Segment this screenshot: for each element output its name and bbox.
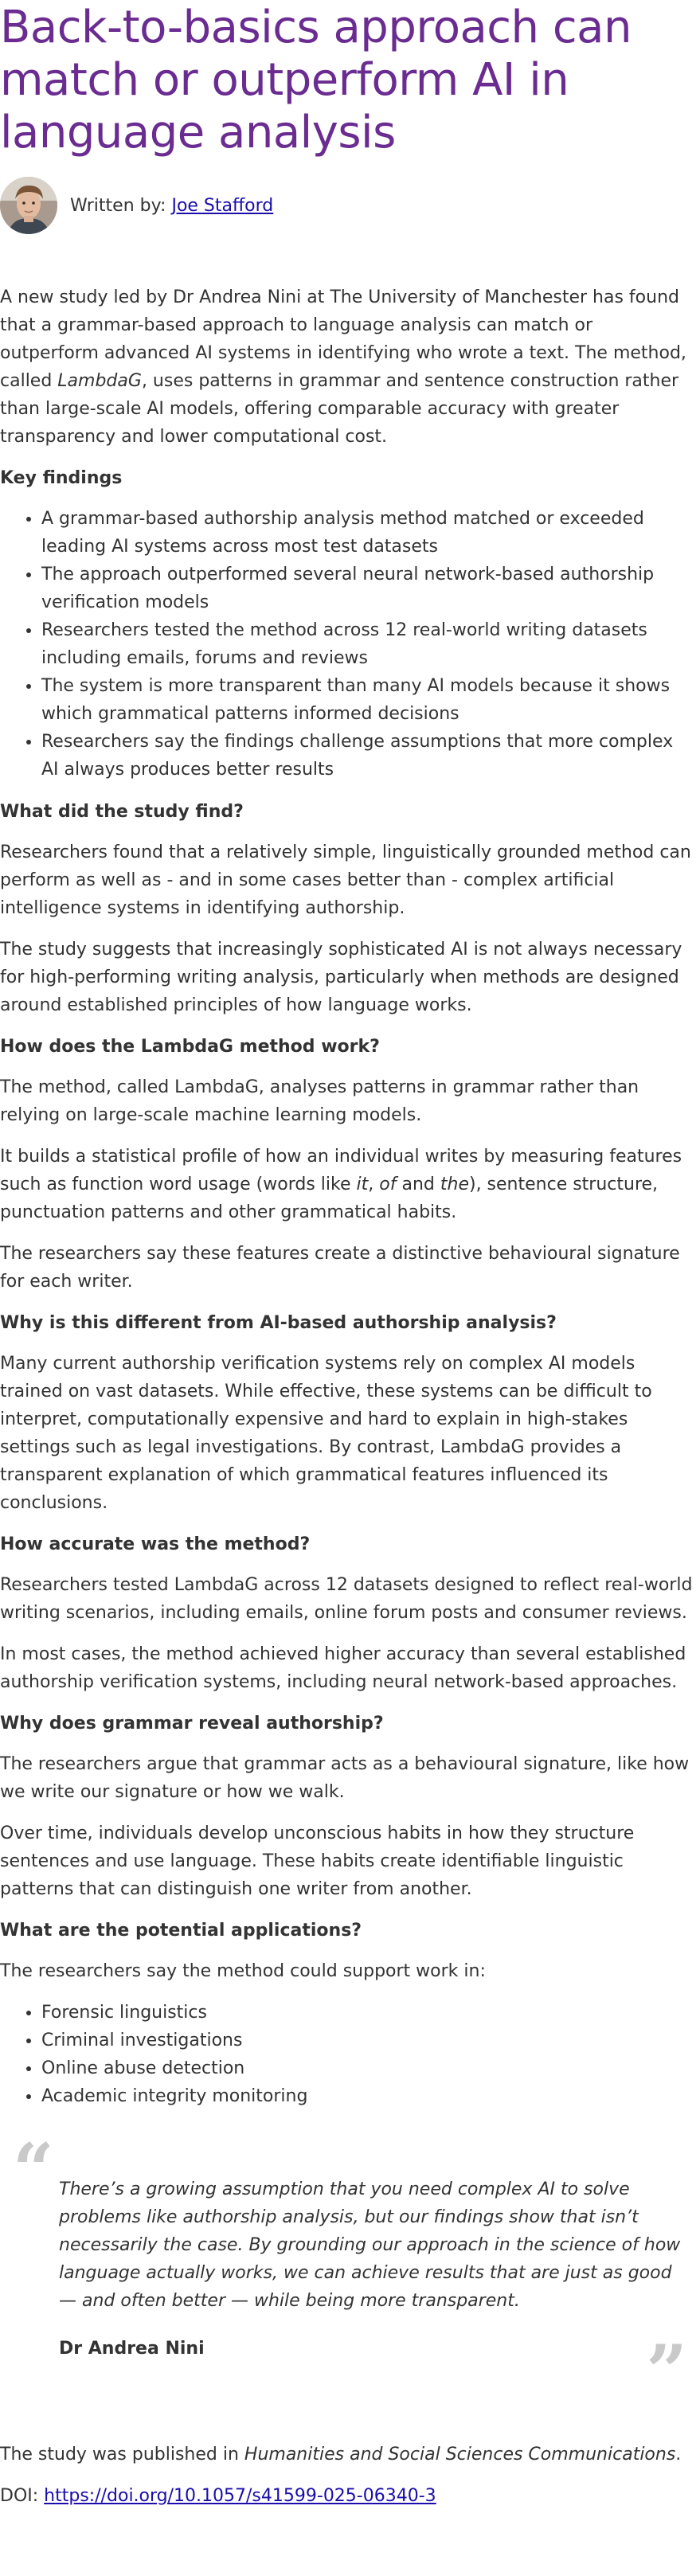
journal-name: Humanities and Social Sciences Communications — [244, 2445, 676, 2465]
example-word: the — [440, 1175, 469, 1194]
section-heading: What are the potential applications? — [0, 1921, 362, 1941]
author-link[interactable]: Joe Stafford — [171, 195, 274, 216]
paragraph: The researchers argue that grammar acts as a behavioural signature, like how we write our signature or how we walk. — [0, 1754, 690, 1802]
article — [0, 2, 700, 2510]
author-byline — [0, 177, 695, 234]
example-word: it — [356, 1175, 369, 1194]
open-quote-icon: “ — [13, 2128, 54, 2212]
quote-attribution: Dr Andrea Nini — [59, 2339, 205, 2359]
paragraph — [0, 1143, 695, 1226]
key-findings-list — [0, 505, 695, 784]
paragraph: The researchers say the method could support work in: — [0, 1961, 486, 1981]
text-span: . — [675, 2445, 682, 2465]
author-text — [70, 196, 273, 216]
intro-method-name: LambdaG — [57, 371, 142, 391]
applications-list — [0, 1999, 695, 2110]
list-item: • Researchers say the findings challenge assumptions that more complex AI always produces better results — [41, 728, 695, 784]
paragraph: Researchers tested LambdaG across 12 datasets designed to reflect real-world writing scenarios, including emails, online forum posts and consumer reviews. — [0, 1575, 693, 1623]
doi-link[interactable]: https://doi.org/10.1057/s41599-025-06340-3 — [44, 2486, 436, 2506]
text-span: , — [368, 1175, 380, 1194]
author-prefix: Written by: — [70, 195, 166, 216]
paragraph: The researchers say these features create a distinctive behavioural signature for each writer. — [0, 1244, 680, 1292]
section-heading: Why does grammar reveal authorship? — [0, 1714, 384, 1734]
publication-note — [0, 2441, 695, 2469]
list-item: • Forensic linguistics — [41, 1999, 695, 2027]
text-span: ), sentence structure, punctuation patterns and other grammatical habits. — [0, 1175, 659, 1222]
page-title: Back-to-basics approach can match or outperform AI in language analysis — [0, 2, 632, 158]
paragraph: In most cases, the method achieved higher accuracy than several established authorship verification systems, including neural network-based approaches. — [0, 1644, 686, 1692]
doi-label: DOI: — [0, 2486, 45, 2506]
doi-line — [0, 2482, 695, 2510]
key-findings-heading: Key findings — [0, 468, 123, 488]
author-portrait-icon — [0, 177, 57, 234]
intro-text-1: A new study led by Dr Andrea Nini at The University of Manchester has found that a grammar-based approach to language analysis can match or outperform advanced AI systems in identifying who wrote a text. The method, called — [0, 287, 686, 391]
intro-paragraph — [0, 283, 695, 451]
paragraph: The method, called LambdaG, analyses patterns in grammar rather than relying on large-scale machine learning models. — [0, 1077, 639, 1125]
quote-text: There’s a growing assumption that you need complex AI to solve problems like authorship analysis, but our findings show that isn’t necessarily the case. By grounding our approach in the science of how language actually works, we can achieve results that are just as good — and often better — while being more transparent. — [59, 2179, 681, 2311]
list-item: • Online abuse detection — [41, 2054, 695, 2082]
pull-quote — [0, 2128, 695, 2414]
text-span: and — [396, 1175, 440, 1194]
section-heading: Why is this different from AI-based authorship analysis? — [0, 1313, 557, 1333]
list-item: • The system is more transparent than many AI models because it shows which grammatical patterns informed decisions — [41, 672, 695, 728]
section-heading: How accurate was the method? — [0, 1534, 311, 1554]
text-span: The study was published in — [0, 2445, 244, 2465]
close-quote-icon: ” — [646, 2329, 687, 2414]
example-word: of — [379, 1175, 397, 1194]
list-item: • Criminal investigations — [41, 2027, 695, 2054]
list-item: • The approach outperformed several neural network-based authorship verification models — [41, 561, 695, 616]
paragraph: Many current authorship verification systems rely on complex AI models trained on vast datasets. While effective, these systems can be difficult to interpret, computationally expensive and hard to explain in high-stakes settings such as legal investigations. By contrast, LambdaG provides a transparent explanation of which grammatical features influenced its conclusions. — [0, 1354, 652, 1513]
list-item: • A grammar-based authorship analysis method matched or exceeded leading AI systems across most test datasets — [41, 505, 695, 561]
intro-text-2: , uses patterns in grammar and sentence construction rather than large-scale AI models, offering comparable accuracy with greater transparency and lower computational cost. — [0, 371, 679, 447]
paragraph: Over time, individuals develop unconscious habits in how they structure sentences and use language. These habits create identifiable linguistic patterns that can distinguish one writer from another. — [0, 1824, 635, 1899]
section-heading: How does the LambdaG method work? — [0, 1037, 380, 1057]
section-heading: What did the study find? — [0, 802, 244, 822]
list-item: • Researchers tested the method across 12 real-world writing datasets including emails, forums and reviews — [41, 616, 695, 672]
paragraph: The study suggests that increasingly sophisticated AI is not always necessary for high-performing writing analysis, particularly when methods are designed around established principles of how language works. — [0, 940, 682, 1015]
paragraph: Researchers found that a relatively simple, linguistically grounded method can perform as well as - and in some cases better than - complex artificial intelligence systems in identifying authorship. — [0, 842, 691, 918]
author-avatar — [0, 177, 57, 234]
text-span: It builds a statistical profile of how an individual writes by measuring features such as function word usage (words like — [0, 1147, 682, 1194]
list-item: • Academic integrity monitoring — [41, 2082, 695, 2110]
